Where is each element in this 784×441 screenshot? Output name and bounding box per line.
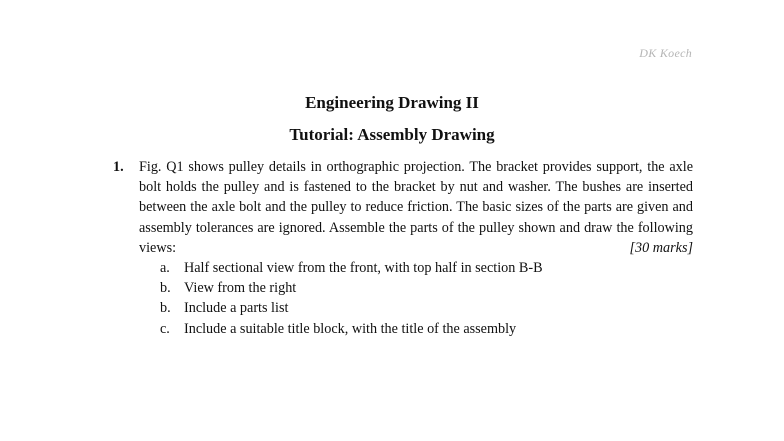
sub-question-item xyxy=(160,278,693,298)
sub-question-marker: c. xyxy=(160,320,170,337)
author-header: DK Koech xyxy=(639,46,692,60)
question-body xyxy=(139,157,693,258)
question-text: Fig. Q1 shows pulley details in orthographic projection. The bracket provides support, the axle bolt holds the pulley and is fastened to the bracket by nut and washer. The bushes are inserted between the axle bolt and the pulley to reduce friction. The basic sizes of the parts are given and assembly tolerances are ignored. Assemble the parts of the pulley shown and draw the following views: xyxy=(139,159,693,256)
sub-question-marker: b. xyxy=(160,280,171,297)
sub-question-item xyxy=(160,298,693,318)
question-number: 1. xyxy=(113,159,124,175)
sub-question-list xyxy=(160,258,693,339)
document-title: Engineering Drawing II xyxy=(305,93,479,112)
sub-question-item xyxy=(160,258,693,278)
sub-question-item xyxy=(160,319,693,339)
sub-question-marker: b. xyxy=(160,300,171,317)
sub-question-marker: a. xyxy=(160,260,170,277)
question-1 xyxy=(113,157,693,339)
sub-question-text: Half sectional view from the front, with top half in section B-B xyxy=(184,260,543,277)
sub-question-text: View from the right xyxy=(184,280,297,297)
sub-question-text: Include a parts list xyxy=(184,300,289,317)
sub-question-text: Include a suitable title block, with the title of the assembly xyxy=(184,320,517,337)
question-marks: [30 marks] xyxy=(629,239,693,256)
document-subtitle: Tutorial: Assembly Drawing xyxy=(289,125,495,144)
